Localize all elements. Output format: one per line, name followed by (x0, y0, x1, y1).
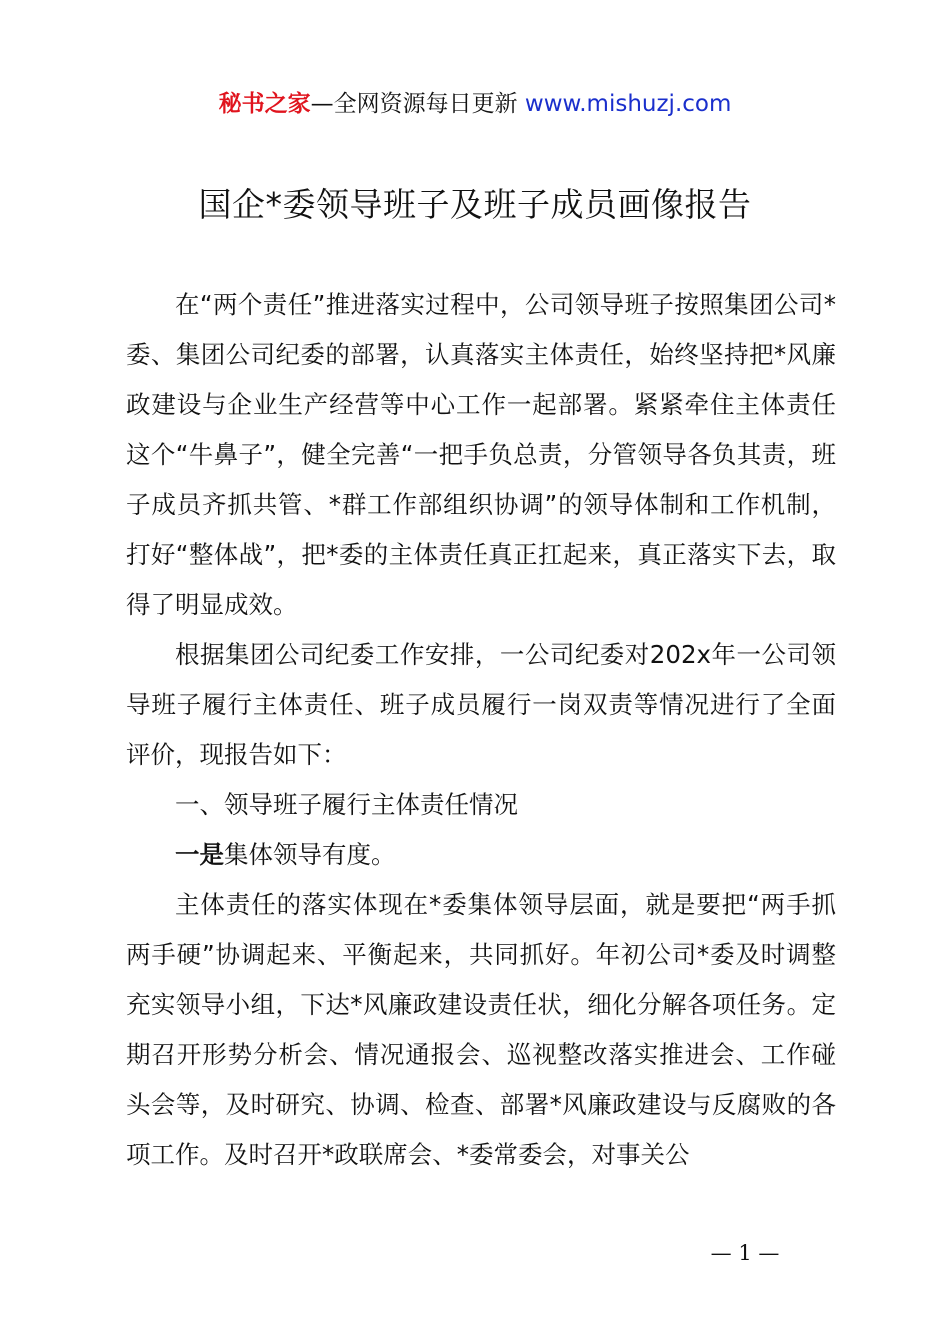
brand-name: 秘书之家 (218, 91, 311, 117)
site-url-link[interactable]: www.mishuzj.com (524, 91, 732, 117)
section-heading-1: 一、领导班子履行主体责任情况 (175, 790, 518, 819)
point-one-lead: 一是 (175, 840, 224, 869)
paragraph-intro: 在“两个责任”推进落实过程中，公司领导班子按照集团公司*委、集团公司纪委的部署，认真落实主体责任，始终坚持把*风廉政建设与企业生产经营等中心工作一起部署。紧紧牵住主体责任这个“牛鼻子”，健全完善“一把手负总责，分管领导各负其责，班子成员齐抓共管、*群工作部组织协调”的领导体制和工作机制，打好“整体战”，把*委的主体责任真正扛起来，真正落实下去，取得了明显成效。 (126, 290, 836, 619)
document-title: 国企*委领导班子及班子成员画像报告 (198, 185, 752, 224)
paragraph-report: 根据集团公司纪委工作安排，一公司纪委对202x年一公司领导班子履行主体责任、班子成员履行一岗双责等情况进行了全面评价，现报告如下： (126, 640, 836, 769)
point-one (126, 830, 836, 880)
document-body (126, 280, 836, 1180)
banner-tagline: —全网资源每日更新 (310, 91, 525, 117)
site-banner (0, 88, 950, 120)
point-one-text: 集体领导有度。 (224, 840, 396, 869)
page-number: — 1 — (710, 1241, 780, 1265)
paragraph-collective-leadership: 主体责任的落实体现在*委集体领导层面，就是要把“两手抓两手硬”协调起来、平衡起来，共同抓好。年初公司*委及时调整充实领导小组，下达*风廉政建设责任状，细化分解各项任务。定期召开形势分析会、情况通报会、巡视整改落实推进会、工作碰头会等，及时研究、协调、检查、部署*风廉政建设与反腐败的各项工作。及时召开*政联席会、*委常委会，对事关公 (126, 890, 836, 1169)
